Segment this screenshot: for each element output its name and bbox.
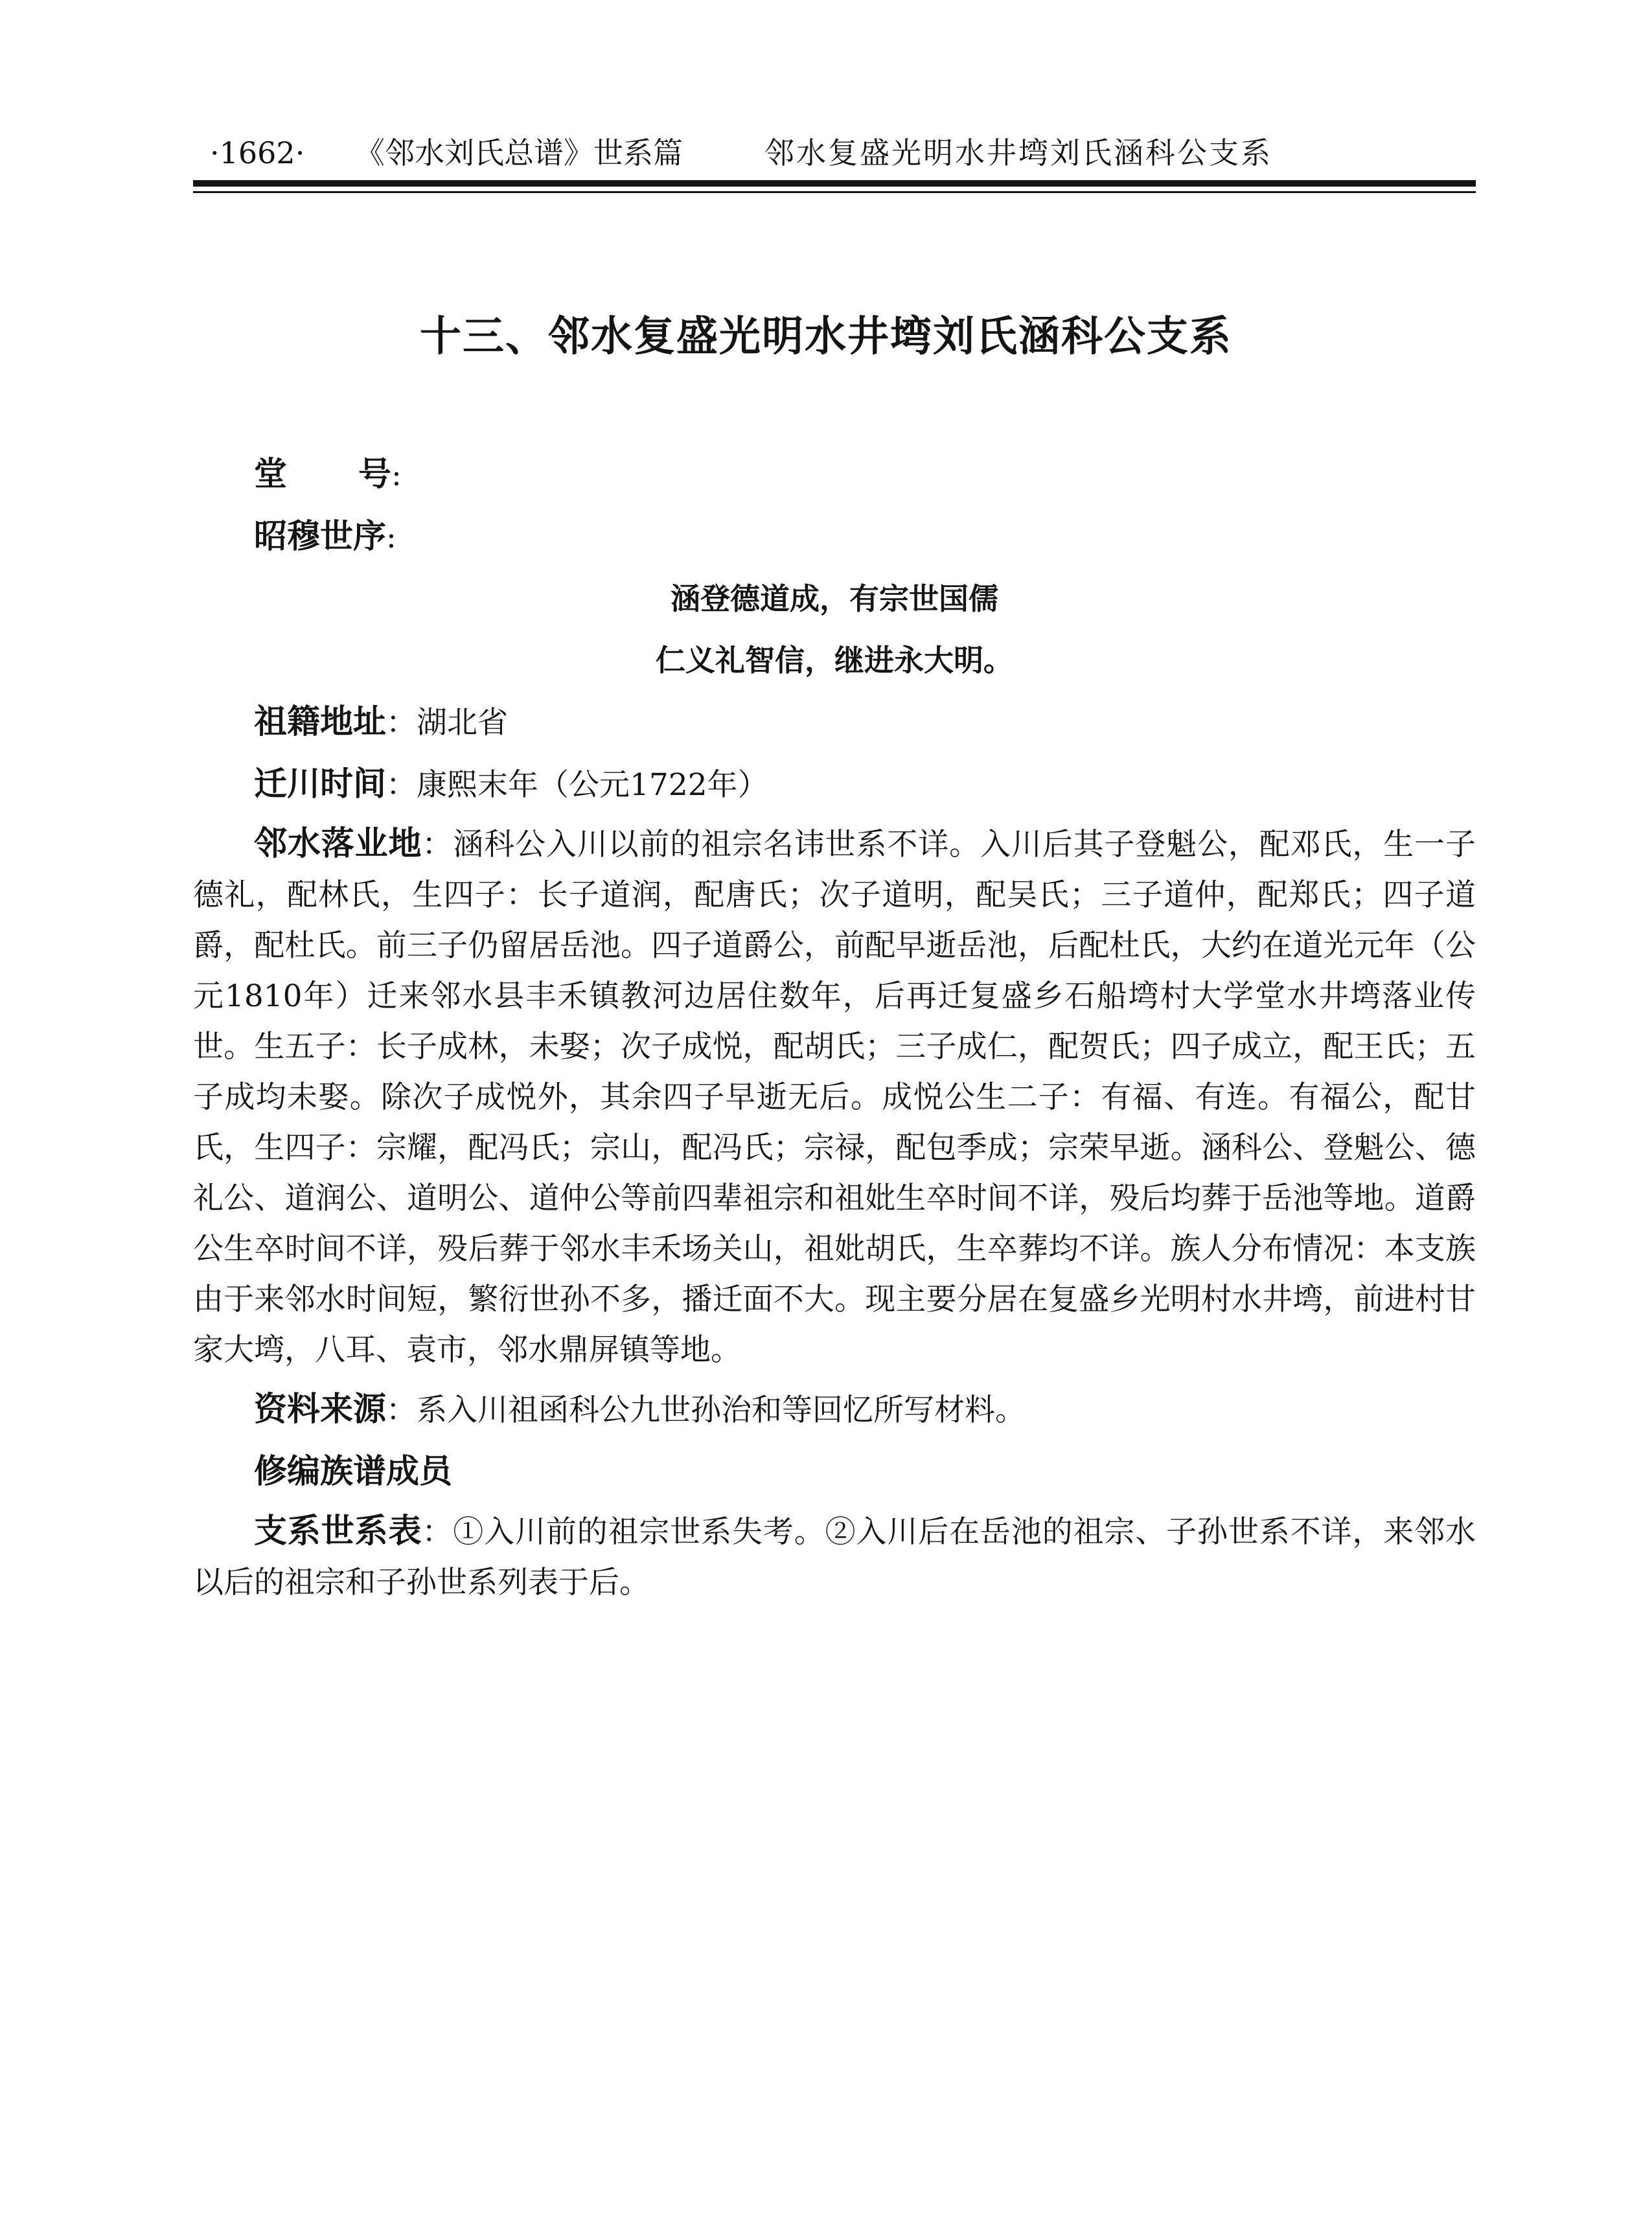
page-number: ·1662· bbox=[210, 135, 305, 170]
hall-name-row bbox=[193, 447, 1476, 503]
generation-poem-line-1: 涵登德道成，有宗世国儒 bbox=[671, 581, 998, 616]
source-value: 系入川祖函科公九世孙治和等回忆所写材料。 bbox=[417, 1392, 1026, 1428]
hall-label-char-1: 堂 bbox=[254, 456, 359, 494]
migration-time-value: 康熙末年（公元1722年） bbox=[417, 767, 768, 803]
generation-poem-line-2: 仁义礼智信，继进永大明。 bbox=[656, 643, 1013, 678]
running-branch-title: 邻水复盛光明水井塆刘氏涵科公支系 bbox=[764, 135, 1272, 170]
settlement-paragraph bbox=[193, 819, 1476, 1376]
settlement-label: 邻水落业地 bbox=[254, 825, 422, 863]
hall-name-colon: : bbox=[391, 457, 402, 493]
header-rule-thin bbox=[193, 191, 1476, 193]
generation-order-label: 昭穆世序 bbox=[254, 518, 387, 556]
lineage-table-label: 支系世系表 bbox=[254, 1512, 422, 1551]
origin-colon: ： bbox=[386, 705, 417, 741]
chapter-title: 十三、邻水复盛光明水井塆刘氏涵科公支系 bbox=[420, 312, 1232, 361]
migration-time-colon: ： bbox=[386, 767, 417, 803]
document-body bbox=[193, 447, 1476, 1615]
origin-label: 祖籍地址 bbox=[254, 703, 387, 741]
editors-label: 修编族谱成员 bbox=[254, 1453, 453, 1491]
header-rule-thick bbox=[193, 180, 1476, 187]
book-title: 《邻水刘氏总谱》世系篇 bbox=[355, 135, 683, 170]
settlement-colon: ： bbox=[422, 827, 453, 862]
source-colon: ： bbox=[386, 1392, 417, 1428]
source-label: 资料来源 bbox=[254, 1390, 387, 1429]
running-header bbox=[194, 127, 1458, 179]
migration-time-row bbox=[193, 757, 1476, 813]
lineage-table-colon: ： bbox=[422, 1514, 453, 1550]
lineage-table-paragraph bbox=[193, 1506, 1476, 1608]
origin-value: 湖北省 bbox=[417, 705, 509, 741]
settlement-text: 涵科公入川以前的祖宗名讳世系不详。入川后其子登魁公，配邓氏，生一子德礼，配林氏，生四子：长子道润，配唐氏；次子道明，配吴氏；三子道仲，配郑氏；四子道爵，配杜氏。前三子仍留居岳池。四子道爵公，前配早逝岳池，后配杜氏，大约在道光元年（公元1810年）迁来邻水县丰禾镇教河边居住数年，后再迁复盛乡石船塆村大学堂水井塆落业传世。生五子：长子成林，未娶；次子成悦，配胡氏；三子成仁，配贺氏；四子成立，配王氏；五子成均未娶。除次子成悦外，其余四子早逝无后。成悦公生二子：有福、有连。有福公，配甘氏，生四子：宗耀，配冯氏；宗山，配冯氏；宗禄，配包季成；宗荣早逝。涵科公、登魁公、德礼公、道润公、道明公、道仲公等前四辈祖宗和祖妣生卒时间不详，殁后均葬于岳池等地。道爵公生卒时间不详，殁后葬于邻水丰禾场关山，祖妣胡氏，生卒葬均不详。族人分布情况：本支族由于来邻水时间短，繁衍世孙不多，播迁面不大。现主要分居在复盛乡光明村水井塆，前进村甘家大塆，八耳、袁市，邻水鼎屏镇等地。 bbox=[193, 827, 1476, 1368]
generation-order-row bbox=[193, 509, 1476, 565]
source-row bbox=[193, 1382, 1476, 1438]
lineage-table-text: ①入川前的祖宗世系失考。②入川后在岳池的祖宗、子孙世系不详，来邻水以后的祖宗和子孙世系列表于后。 bbox=[193, 1514, 1476, 1600]
generation-order-colon: : bbox=[386, 520, 396, 555]
hall-name-label bbox=[254, 456, 391, 494]
migration-time-label: 迁川时间 bbox=[254, 765, 387, 803]
editors-row bbox=[193, 1444, 1476, 1500]
hall-label-char-2: 号 bbox=[358, 456, 392, 494]
origin-row bbox=[193, 695, 1476, 750]
